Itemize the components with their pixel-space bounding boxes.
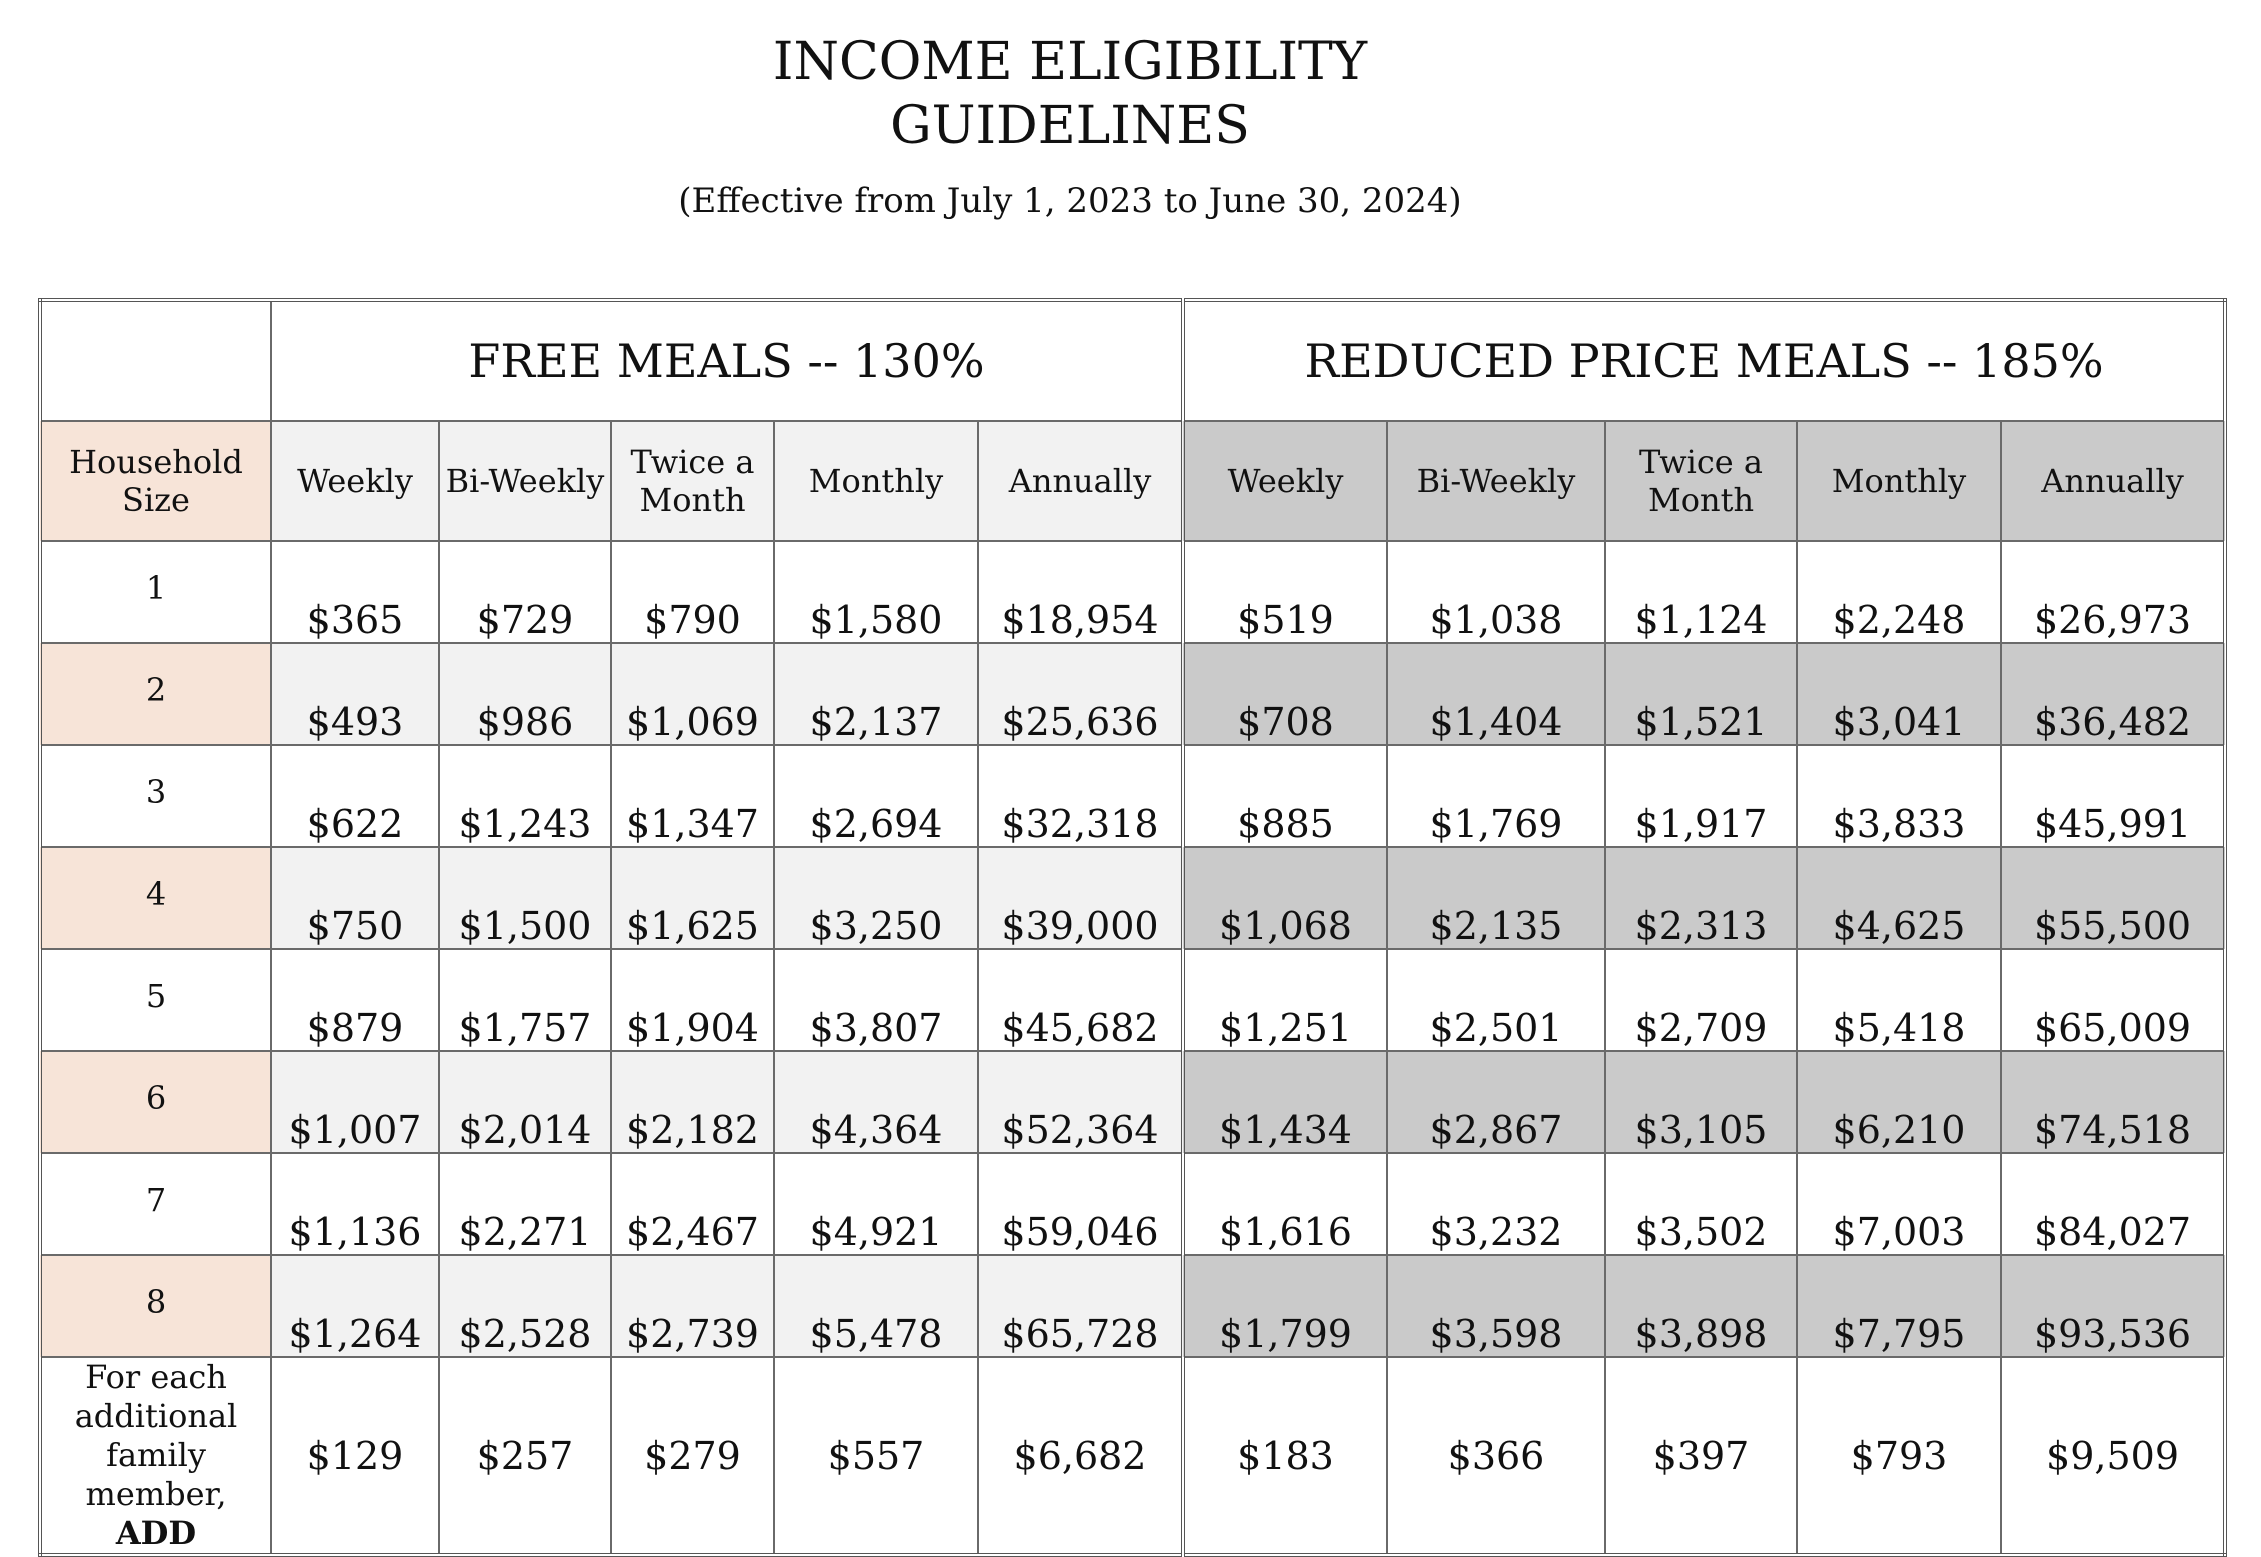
household-header-line-2: Size [122,481,190,519]
additional-label-cell [40,1357,271,1555]
household-size-cell: 4 [40,847,271,949]
reduced-annually-cell: $84,027 [2001,1153,2225,1255]
household-size-cell: 3 [40,745,271,847]
reduced-biweekly-cell: $1,404 [1387,643,1605,745]
free-monthly-cell: $2,137 [774,643,978,745]
reduced-weekly-cell: $1,068 [1183,847,1387,949]
reduced-biweekly-header: Bi-Weekly [1387,421,1605,541]
subtitle: (Effective from July 1, 2023 to June 30, 2024) [678,181,1462,221]
reduced-monthly-cell: $5,418 [1797,949,2001,1051]
reduced-biweekly-cell: $2,867 [1387,1051,1605,1153]
free-weekly-cell: $493 [271,643,439,745]
free-annually-cell: $39,000 [978,847,1183,949]
free-annually-cell: $52,364 [978,1051,1183,1153]
reduced-weekly-cell: $1,799 [1183,1255,1387,1357]
free-twice-month-cell: $1,625 [611,847,774,949]
free-monthly-header: Monthly [774,421,978,541]
reduced-annually-cell: $93,536 [2001,1255,2225,1357]
reduced-biweekly-cell: $2,501 [1387,949,1605,1051]
reduced-monthly-cell: $2,248 [1797,541,2001,643]
free-weekly-cell: $879 [271,949,439,1051]
reduced-twice-month-cell: $3,105 [1605,1051,1797,1153]
reduced-monthly-cell: $7,003 [1797,1153,2001,1255]
free-twice-month-cell: $1,069 [611,643,774,745]
reduced-weekly-cell: $1,251 [1183,949,1387,1051]
reduced-annually-cell: $36,482 [2001,643,2225,745]
free-annually-cell: $18,954 [978,541,1183,643]
free-annually-header: Annually [978,421,1183,541]
free-monthly-cell: $2,694 [774,745,978,847]
table-row [40,643,2225,745]
reduced-weekly-cell: $1,616 [1183,1153,1387,1255]
additional-free-weekly: $129 [271,1357,439,1555]
free-twice-month-cell: $790 [611,541,774,643]
free-twice-line-1: Twice a [630,443,755,481]
free-biweekly-cell: $2,528 [439,1255,611,1357]
reduced-monthly-cell: $7,795 [1797,1255,2001,1357]
reduced-twice-month-cell: $1,917 [1605,745,1797,847]
household-size-cell: 8 [40,1255,271,1357]
corner-cell [40,300,271,421]
reduced-twice-month-cell: $1,124 [1605,541,1797,643]
additional-reduced-biweekly: $366 [1387,1357,1605,1555]
reduced-monthly-cell: $6,210 [1797,1051,2001,1153]
reduced-monthly-cell: $3,833 [1797,745,2001,847]
additional-label-line-2: additional [74,1397,238,1435]
reduced-biweekly-cell: $1,038 [1387,541,1605,643]
household-size-cell: 2 [40,643,271,745]
reduced-monthly-header: Monthly [1797,421,2001,541]
table-row [40,1051,2225,1153]
free-twice-month-cell: $2,182 [611,1051,774,1153]
free-twice-month-header [611,421,774,541]
reduced-monthly-cell: $3,041 [1797,643,2001,745]
additional-label-line-4: member, [85,1475,227,1513]
reduced-twice-month-cell: $2,709 [1605,949,1797,1051]
free-monthly-cell: $4,364 [774,1051,978,1153]
free-biweekly-cell: $1,757 [439,949,611,1051]
table-body [40,541,2225,1555]
reduced-twice-month-cell: $3,898 [1605,1255,1797,1357]
household-size-header [40,421,271,541]
household-size-cell: 6 [40,1051,271,1153]
reduced-weekly-cell: $1,434 [1183,1051,1387,1153]
free-annually-cell: $65,728 [978,1255,1183,1357]
reduced-twice-month-header [1605,421,1797,541]
free-biweekly-cell: $2,271 [439,1153,611,1255]
reduced-monthly-cell: $4,625 [1797,847,2001,949]
additional-label-line-3: family [106,1436,206,1474]
additional-label-add: ADD [115,1514,197,1552]
free-monthly-cell: $4,921 [774,1153,978,1255]
free-biweekly-cell: $1,243 [439,745,611,847]
free-weekly-cell: $365 [271,541,439,643]
free-weekly-cell: $750 [271,847,439,949]
reduced-twice-month-cell: $1,521 [1605,643,1797,745]
additional-free-biweekly: $257 [439,1357,611,1555]
free-annually-cell: $45,682 [978,949,1183,1051]
free-monthly-cell: $3,807 [774,949,978,1051]
free-biweekly-cell: $986 [439,643,611,745]
group-header-row [40,300,2225,421]
document-header [0,30,2140,222]
reduced-annually-cell: $45,991 [2001,745,2225,847]
additional-reduced-annually: $9,509 [2001,1357,2225,1555]
reduced-biweekly-cell: $3,232 [1387,1153,1605,1255]
reduced-biweekly-cell: $3,598 [1387,1255,1605,1357]
additional-free-annually: $6,682 [978,1357,1183,1555]
free-twice-line-2: Month [639,481,746,519]
title-line-1: INCOME ELIGIBILITY [772,32,1368,92]
table-row [40,541,2225,643]
free-weekly-cell: $1,136 [271,1153,439,1255]
free-annually-cell: $59,046 [978,1153,1183,1255]
free-weekly-header: Weekly [271,421,439,541]
additional-reduced-weekly: $183 [1183,1357,1387,1555]
reduced-twice-month-cell: $2,313 [1605,847,1797,949]
reduced-twice-line-2: Month [1647,481,1755,519]
free-monthly-cell: $1,580 [774,541,978,643]
reduced-weekly-header: Weekly [1183,421,1387,541]
reduced-annually-cell: $26,973 [2001,541,2225,643]
reduced-weekly-cell: $519 [1183,541,1387,643]
reduced-weekly-cell: $708 [1183,643,1387,745]
table-row [40,847,2225,949]
free-weekly-cell: $622 [271,745,439,847]
free-weekly-cell: $1,264 [271,1255,439,1357]
reduced-weekly-cell: $885 [1183,745,1387,847]
free-biweekly-cell: $1,500 [439,847,611,949]
reduced-twice-line-1: Twice a [1639,443,1763,481]
free-annually-cell: $25,636 [978,643,1183,745]
free-twice-month-cell: $2,739 [611,1255,774,1357]
reduced-annually-cell: $55,500 [2001,847,2225,949]
free-biweekly-header: Bi-Weekly [439,421,611,541]
eligibility-table [38,298,2227,1557]
household-size-cell: 5 [40,949,271,1051]
free-twice-month-cell: $2,467 [611,1153,774,1255]
free-monthly-cell: $5,478 [774,1255,978,1357]
reduced-biweekly-cell: $1,769 [1387,745,1605,847]
household-size-cell: 7 [40,1153,271,1255]
additional-free-monthly: $557 [774,1357,978,1555]
household-header-line-1: Household [69,443,243,481]
table-row [40,949,2225,1051]
household-size-cell: 1 [40,541,271,643]
free-annually-cell: $32,318 [978,745,1183,847]
reduced-annually-header: Annually [2001,421,2225,541]
title-line-2: GUIDELINES [890,96,1250,156]
table-row [40,1153,2225,1255]
additional-reduced-twice-month: $397 [1605,1357,1797,1555]
reduced-twice-month-cell: $3,502 [1605,1153,1797,1255]
reduced-annually-cell: $65,009 [2001,949,2225,1051]
additional-label-line-1: For each [85,1358,227,1396]
free-meals-header: FREE MEALS -- 130% [271,300,1183,421]
additional-reduced-monthly: $793 [1797,1357,2001,1555]
reduced-annually-cell: $74,518 [2001,1051,2225,1153]
free-biweekly-cell: $2,014 [439,1051,611,1153]
free-monthly-cell: $3,250 [774,847,978,949]
reduced-meals-header: REDUCED PRICE MEALS -- 185% [1183,300,2225,421]
free-weekly-cell: $1,007 [271,1051,439,1153]
additional-free-twice-month: $279 [611,1357,774,1555]
table-row [40,1255,2225,1357]
column-header-row [40,421,2225,541]
table-row [40,745,2225,847]
additional-member-row [40,1357,2225,1555]
free-twice-month-cell: $1,904 [611,949,774,1051]
free-biweekly-cell: $729 [439,541,611,643]
free-twice-month-cell: $1,347 [611,745,774,847]
reduced-biweekly-cell: $2,135 [1387,847,1605,949]
